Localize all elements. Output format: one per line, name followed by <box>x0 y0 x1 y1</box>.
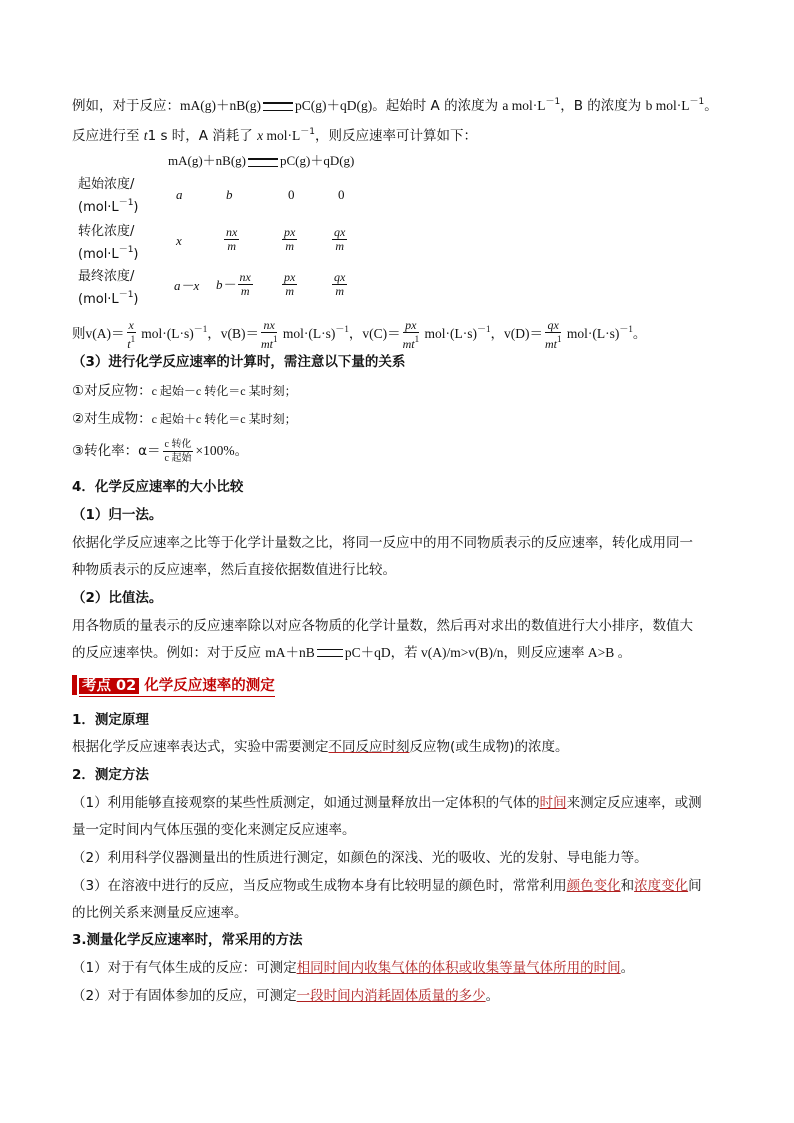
numerator: px <box>284 225 296 239</box>
item-reactant <box>72 381 297 401</box>
label: ③转化率：α＝ <box>72 443 161 459</box>
section-02-header <box>72 674 275 696</box>
superscript: －1 <box>335 324 349 334</box>
numerator: qx <box>545 319 562 333</box>
text: 来测定反应速率，或测 <box>566 795 702 811</box>
text: 。 <box>620 960 635 976</box>
cell-d-frac <box>332 226 347 253</box>
text: 1 s 时，A 消耗了 <box>147 128 258 144</box>
row-label <box>78 268 134 285</box>
superscript: －1 <box>118 198 134 208</box>
table-header <box>168 152 354 169</box>
a-concentration: a mol·L <box>502 98 546 113</box>
unit: mol·(L·s) <box>563 326 620 341</box>
equals-sign-icon <box>263 102 293 111</box>
label: 起始浓度/ <box>78 177 135 192</box>
unit: mol·(L·s) <box>421 326 477 341</box>
underlined-text: 一段时间内消耗固体质量的多少 <box>296 988 486 1004</box>
prefix: b－ <box>216 277 236 292</box>
numerator: px <box>284 270 296 284</box>
text: ，则反应速率可计算如下： <box>314 128 477 144</box>
denominator: mt <box>544 336 557 351</box>
unit: mol·(L·s) <box>137 326 194 341</box>
underlined-text: 不同反应时刻 <box>328 739 410 755</box>
subsection-3-title: 3.测量化学反应速率时，常采用的方法 <box>72 932 303 948</box>
paragraph <box>72 958 634 978</box>
cell-b-expr <box>216 271 255 298</box>
reaction-lhs: mA＋nB <box>265 645 315 660</box>
section-4-title: 4．化学反应速率的大小比较 <box>72 479 244 495</box>
denominator: m <box>227 239 236 253</box>
superscript: －1 <box>300 127 315 137</box>
var-t: t <box>143 128 148 143</box>
row-unit: $(mol\cdot L^{-1})$ <box>78 245 139 262</box>
underlined-text: 颜色变化 <box>566 878 621 894</box>
row-label <box>78 176 134 193</box>
concentration-table <box>78 146 418 306</box>
paragraph: 种物质表示的反应速率，然后直接依据数值进行比较。 <box>72 562 396 578</box>
text: （2）对于有固体参加的反应，可测定 <box>72 988 297 1004</box>
text: 和 <box>620 878 635 894</box>
text: ，若 v(A)/m>v(B)/n，则反应速率 A>B 。 <box>390 645 632 660</box>
denominator: t <box>127 336 131 351</box>
numerator: c 转化 <box>164 438 192 450</box>
numerator: px <box>403 319 420 333</box>
rate-c-label: ，v(C)＝ <box>348 326 401 341</box>
cell-c: 0 <box>288 187 295 202</box>
subsection-1-title: 1．测定原理 <box>72 712 149 728</box>
text: （3）在溶液中进行的反应，当反应物或生成物本身有比较明显的颜色时，常常利用 <box>72 878 567 894</box>
unit: (mol·L <box>78 200 119 215</box>
superscript: －1 <box>619 324 633 334</box>
denominator: m <box>240 284 250 298</box>
b-concentration: b mol·L <box>645 98 690 113</box>
underlined-text: 时间 <box>539 795 567 811</box>
example-intro-line <box>72 92 718 116</box>
paragraph: 的比例关系来测量反应速率。 <box>72 905 248 921</box>
equals-sign-icon <box>248 158 278 167</box>
paragraph: （2）利用科学仪器测量出的性质进行测定，如颜色的深浅、光的吸收、光的发射、导电能力等。 <box>72 850 648 866</box>
unit: (mol·L <box>78 292 119 307</box>
text: ，B 的浓度为 <box>560 98 646 114</box>
text: 的反应速率快。例如：对于反应 <box>72 645 266 661</box>
item-product <box>72 409 297 429</box>
header-lhs: mA(g)＋nB(g) <box>168 153 246 168</box>
superscript: －1 <box>118 290 134 300</box>
superscript: －1 <box>193 324 208 334</box>
row-unit: $(mol\cdot L^{-1})$ <box>78 290 139 307</box>
denominator: m <box>285 239 294 253</box>
text: 。 <box>485 988 500 1004</box>
paragraph <box>72 876 702 896</box>
section-name: 化学反应速率的测定 <box>139 677 275 694</box>
unit: (mol·L <box>78 247 119 262</box>
underlined-text: 浓度变化 <box>634 878 689 894</box>
numerator: nx <box>261 319 278 333</box>
text: 反应物(或生成物)的浓度。 <box>409 739 569 755</box>
text: （1）对于有气体生成的反应：可测定 <box>72 960 297 976</box>
label: 转化浓度/ <box>78 224 135 239</box>
tail: ×100%。 <box>195 443 249 458</box>
denominator: mt <box>260 336 273 351</box>
rate-b-label: ，v(B)＝ <box>207 326 259 341</box>
cell-d: 0 <box>338 187 345 202</box>
rate-d-label: ，v(D)＝ <box>490 326 543 341</box>
text: 。 <box>632 326 647 341</box>
superscript: －1 <box>689 97 705 107</box>
denominator: m <box>285 284 294 298</box>
superscript: －1 <box>118 245 134 255</box>
cell-a: x <box>176 233 182 248</box>
paragraph: 用各物质的量表示的反应速率除以对应各物质的化学计量数，然后再对求出的数值进行大小排序，数值大 <box>72 618 693 634</box>
text: 。 <box>704 98 718 114</box>
subsection-2-title: 2．测定方法 <box>72 767 149 783</box>
section-number: 考点 02 <box>79 678 139 694</box>
paragraph: 依据化学反应速率之比等于化学计量数之比，将同一反应中的用不同物质表示的反应速率，转化成用同一 <box>72 535 693 551</box>
section-title <box>79 674 275 697</box>
reversible-arrow-icon <box>317 649 343 657</box>
denominator: mt <box>402 336 415 351</box>
label: ②对生成物： <box>72 411 152 427</box>
unit: mol·(L·s) <box>279 326 336 341</box>
paragraph <box>72 643 631 663</box>
cell-c-frac <box>282 271 297 298</box>
paragraph <box>72 793 702 813</box>
text: 。起始时 A 的浓度为 <box>372 98 503 114</box>
item-conversion <box>72 437 248 465</box>
cell-d-frac <box>332 271 347 298</box>
cell-a: a <box>176 187 183 202</box>
paragraph <box>72 986 499 1006</box>
reaction-rhs: pC(g)＋qD(g) <box>295 98 373 113</box>
numerator: x <box>128 317 134 332</box>
label: ①对反应物： <box>72 383 152 399</box>
text: 反应进行至 <box>72 128 144 144</box>
text: （1）利用能够直接观察的某些性质测定，如通过测量释放出一定体积的气体的 <box>72 795 540 811</box>
text: 例如，对于反应： <box>72 98 180 114</box>
denominator: c 起始 <box>164 452 192 464</box>
var-x: x <box>257 128 264 143</box>
section-marker-icon <box>72 675 77 695</box>
method-2-title: （2）比值法。 <box>72 590 163 606</box>
rate-a-label: v(A)＝ <box>85 326 125 341</box>
unit: mol·L <box>263 128 301 143</box>
text: 间 <box>688 878 702 894</box>
superscript: －1 <box>545 97 561 107</box>
cell-b-frac <box>224 226 239 253</box>
method-1-title: （1）归一法。 <box>72 507 163 523</box>
label: 最终浓度/ <box>78 269 135 284</box>
superscript: －1 <box>476 324 491 334</box>
cell-c-frac <box>282 226 297 253</box>
cell-b: b <box>226 187 233 202</box>
reaction-lhs: mA(g)＋nB(g) <box>180 98 261 113</box>
header-rhs: pC(g)＋qD(g) <box>280 153 355 168</box>
formula: c 起始－c 转化＝c 某时刻； <box>151 384 297 398</box>
denominator: m <box>335 239 344 253</box>
row-label <box>78 223 134 240</box>
formula: c 起始＋c 转化＝c 某时刻； <box>151 412 297 426</box>
paragraph <box>72 737 569 757</box>
numerator: qx <box>334 225 346 239</box>
note-3-title: （3）进行化学反应速率的计算时，需注意以下量的关系 <box>72 354 406 370</box>
reaction-rhs: pC＋qD <box>344 645 391 660</box>
numerator: nx <box>226 225 238 239</box>
cell-a: a－x <box>174 278 200 293</box>
numerator: nx <box>239 270 251 284</box>
text: 根据化学反应速率表达式，实验中需要测定 <box>72 739 329 755</box>
reaction-progress-line <box>72 122 477 146</box>
denominator: m <box>335 284 344 298</box>
underlined-text: 相同时间内收集气体的体积或收集等量气体所用的时间 <box>296 960 621 976</box>
numerator: qx <box>334 270 346 284</box>
text: 则 <box>72 326 86 342</box>
rates-line: 则v(A)＝ $\frac{x}{t^1}$ $mol\cdot(L\cdot s)^{-1}$，v(B)＝ $\frac{nx}{mt^1}$ $mol\cdot(L\cdot s)^{-1}$，v(C)＝ $\frac{px}{mt^1}$ $mol\cdot(L\cdot s)^{-1}$，v(D)＝ $\frac{qx}{mt^1}$ $mol\cdot(L\cdot s)^{-1}$。 <box>72 317 647 351</box>
row-unit: $(mol\cdot L^{-1})$ <box>78 198 139 215</box>
paragraph: 量一定时间内气体压强的变化来测定反应速率。 <box>72 822 356 838</box>
